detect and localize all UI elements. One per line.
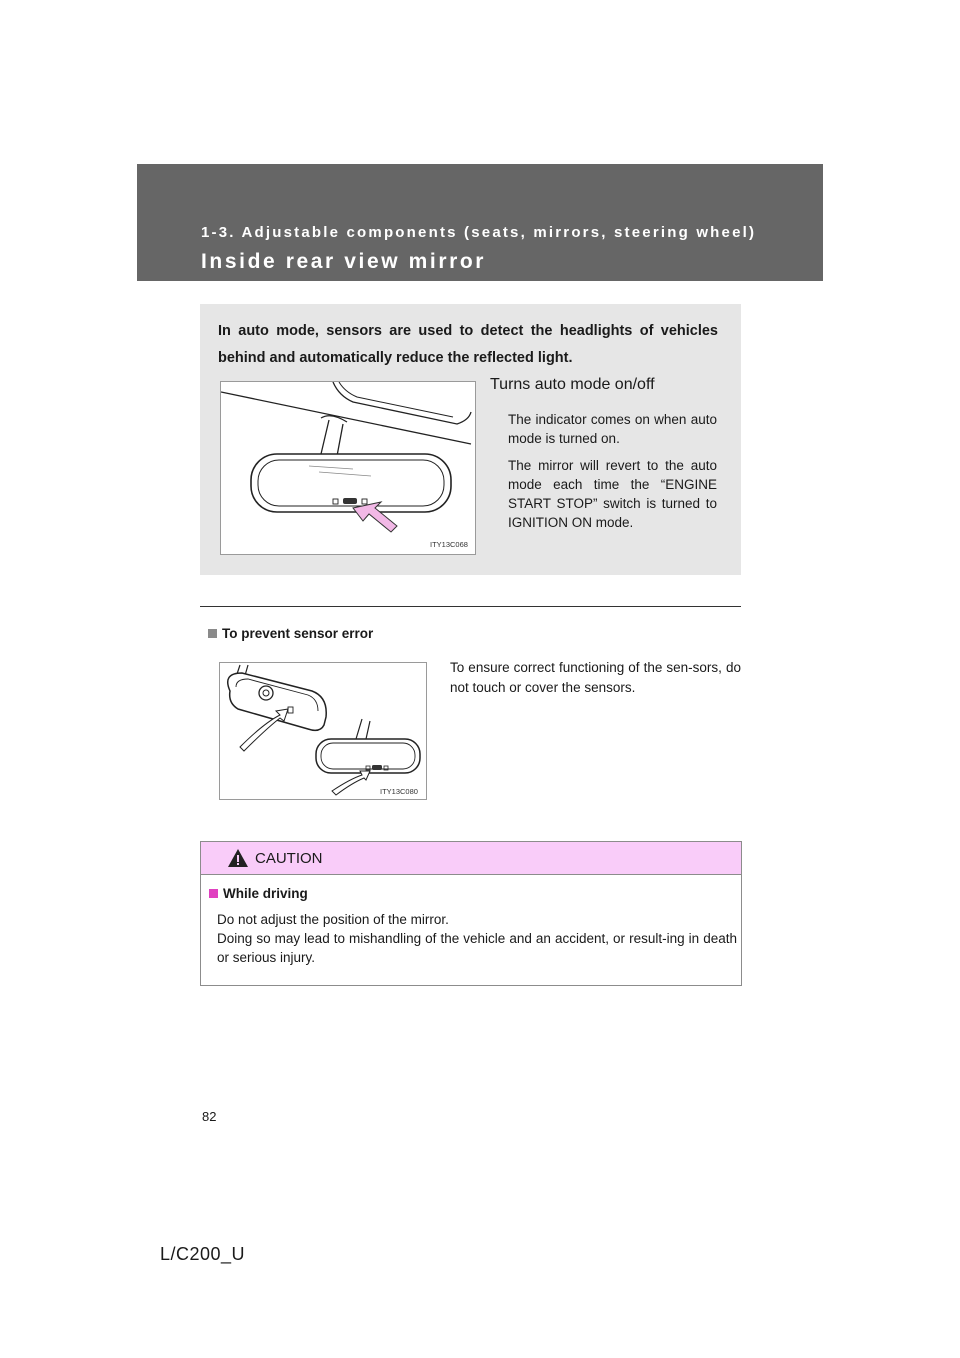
caution-label: CAUTION	[255, 850, 323, 867]
divider	[200, 606, 741, 607]
model-code: L/C200_U	[160, 1244, 246, 1264]
page-number: 82	[202, 1109, 217, 1124]
caution-line: Do not adjust the position of the mirror.	[217, 912, 449, 927]
sensor-section-heading	[208, 626, 373, 641]
sensor-drawing	[220, 663, 426, 799]
caution-subheading	[209, 886, 308, 901]
square-bullet-icon	[208, 629, 217, 638]
mirror-auto-mode-illustration	[220, 381, 476, 555]
auto-mode-heading: Turns auto mode on/off	[490, 376, 655, 393]
sensor-location-illustration	[219, 662, 427, 800]
warning-triangle-icon	[227, 848, 249, 868]
section-label: 1-3. Adjustable components (seats, mirrors, steering wheel)	[201, 224, 757, 241]
caution-line: Doing so may lead to mishandling of the vehicle and an accident, or result-ing in death or serious injury.	[217, 931, 737, 965]
figure-code: ITY13C068	[430, 540, 468, 549]
mirror-drawing	[221, 382, 475, 554]
page-title: Inside rear view mirror	[201, 250, 487, 273]
sensor-heading-label: To prevent sensor error	[222, 626, 374, 641]
intro-box	[200, 304, 741, 575]
caution-box	[200, 841, 742, 986]
sensor-instructions: To ensure correct functioning of the sen-sors, do not touch or cover the sensors.	[450, 660, 741, 695]
indicator-text: The indicator comes on when auto mode is turned on.	[508, 412, 717, 446]
header-band	[137, 164, 823, 281]
caution-subheading-label: While driving	[223, 886, 308, 901]
figure-code: ITY13C080	[380, 787, 418, 796]
caution-body	[217, 910, 737, 967]
revert-text: The mirror will revert to the auto mode each time the “ENGINE START STOP” switch is turned to IGNITION ON mode.	[508, 458, 717, 530]
intro-text: In auto mode, sensors are used to detect the headlights of vehicles behind and automatically reduce the reflected light.	[218, 323, 718, 366]
square-bullet-icon	[209, 889, 218, 898]
caution-header	[201, 842, 741, 875]
